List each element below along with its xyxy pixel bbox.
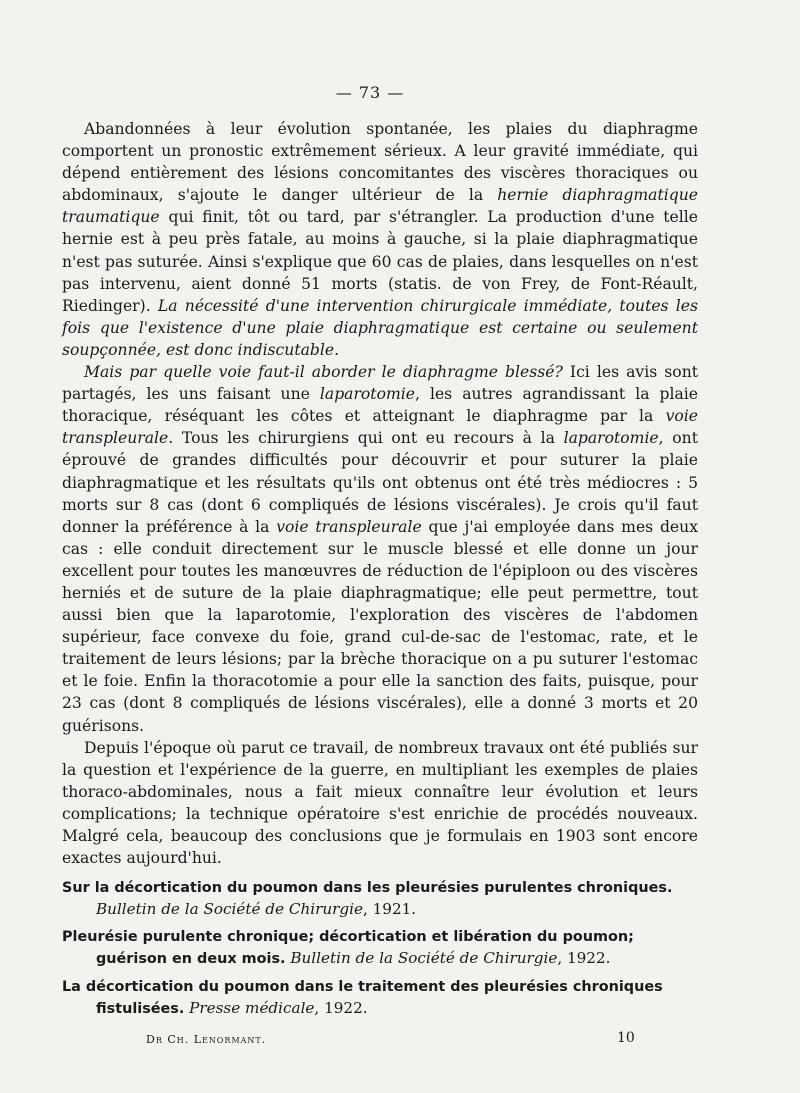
italic-run: laparotomie [563, 429, 659, 448]
text-run: , ont éprouvé de grandes difficultés pour découvrir et pour suturer la plaie diaphragmatique et les résultats qu'ils ont obtenus ont été très médiocres : 5 morts sur 8 cas (dont 6 compliqués de lésions viscérales). Je crois qu'il faut donner la préférence à la [62, 429, 698, 536]
italic-run: hernie diaphragmatique traumatique [62, 186, 698, 227]
footer-author: Dr Ch. Lenormant. [146, 1033, 267, 1046]
reference-item [62, 877, 702, 920]
text-run: Tous les chirurgiens qui ont eu recours à la [173, 429, 564, 448]
paragraph [62, 737, 698, 870]
reference-year: , 1922. [557, 949, 611, 967]
paragraph [62, 361, 698, 737]
italic-run: La nécessité d'une intervention chirurgicale immédiate, toutes les fois que l'existence d'une plaie diaphragmatique est certaine ou seulement soupçonnée, est donc indiscutable. [62, 296, 699, 359]
reference-item [62, 926, 702, 970]
text-run: qui finit, tôt ou tard, par s'étrangler. La production d'une telle hernie est à peu près fatale, au moins à gauche, si la plaie diaphragmatique n'est pas suturée. Ainsi s'explique que 60 cas de plaies, dans lesquelles on n'est pas intervenu, aient donné 51 morts (statis. de von Frey, de Font-Réault, Riedinger). [62, 208, 698, 315]
text-run: , les autres agrandissant la plaie thoracique, réséquant les côtes et atteignant le diaphragme par la [62, 385, 698, 426]
body-text [62, 118, 698, 869]
text-run: Depuis l'époque où parut ce travail, de nombreux travaux ont été publiés sur la question et l'expérience de la guerre, en multipliant les exemples de plaies thoraco-abdominales, nous a fait mieux connaître leur évolution et leurs complications; la technique opératoire s'est enrichie de procédés nouveaux. Malgré cela, beaucoup des conclusions que je formulais en 1903 sont encore exactes aujourd'hui. [62, 738, 698, 868]
references-list [62, 877, 702, 1026]
italic-run: Mais par quelle voie faut-il aborder le diaphragme blessé? [84, 363, 563, 382]
text-run: Ici les avis sont partagés, les uns faisant une [62, 363, 698, 404]
text-run: Abandonnées à leur évolution spontanée, les plaies du diaphragme comportent un pronostic extrêmement sérieux. A leur gravité immédiate, qui dépend entièrement des lésions concomitantes des viscères thoraciques ou abdominaux, s'ajoute le danger ultérieur de la [62, 120, 698, 205]
italic-run: laparotomie [319, 385, 415, 404]
text-run: que j'ai employée dans mes deux cas : elle conduit directement sur le muscle blessé et elle donne un jour excellent pour toutes les manœuvres de réduction de l'épiploon ou des viscères herniés et de suture de la plaie diaphragmatique; elle peut permettre, tout aussi bien que la laparotomie, l'exploration des viscères de l'abdomen supérieur, face convexe du foie, grand cul-de-sac de l'estomac, rate, et le traitement de leurs lésions; par la brèche thoracique on a pu suturer l'estomac et le foie. Enfin la thoracotomie a pour elle la sanction des faits, puisque, pour 23 cas (dont 8 compliqués de lésions viscérales), elle a donné 3 morts et 20 guérisons. [62, 517, 698, 735]
signature-mark: 10 [617, 1030, 635, 1046]
reference-source: Bulletin de la Société de Chirurgie [96, 900, 363, 918]
reference-source: Presse médicale [189, 999, 315, 1017]
reference-title: La décortication du poumon dans le traitement des pleurésies chroniques fistulisées. [62, 979, 663, 1017]
paragraph [62, 118, 698, 361]
reference-year: , 1921. [362, 900, 417, 918]
reference-year: , 1922. [314, 999, 368, 1017]
italic-run: voie transpleurale [276, 517, 422, 536]
page-number: — 73 — [335, 83, 405, 102]
reference-title: Sur la décortication du poumon dans les pleurésies purulentes chroniques. [62, 880, 673, 896]
reference-item [62, 976, 702, 1020]
reference-source: Bulletin de la Société de Chirurgie [290, 949, 558, 967]
italic-run: voie transpleurale. [62, 407, 698, 448]
reference-title: Pleurésie purulente chronique; décortication et libération du poumon; guérison en deux mois. [62, 929, 634, 967]
